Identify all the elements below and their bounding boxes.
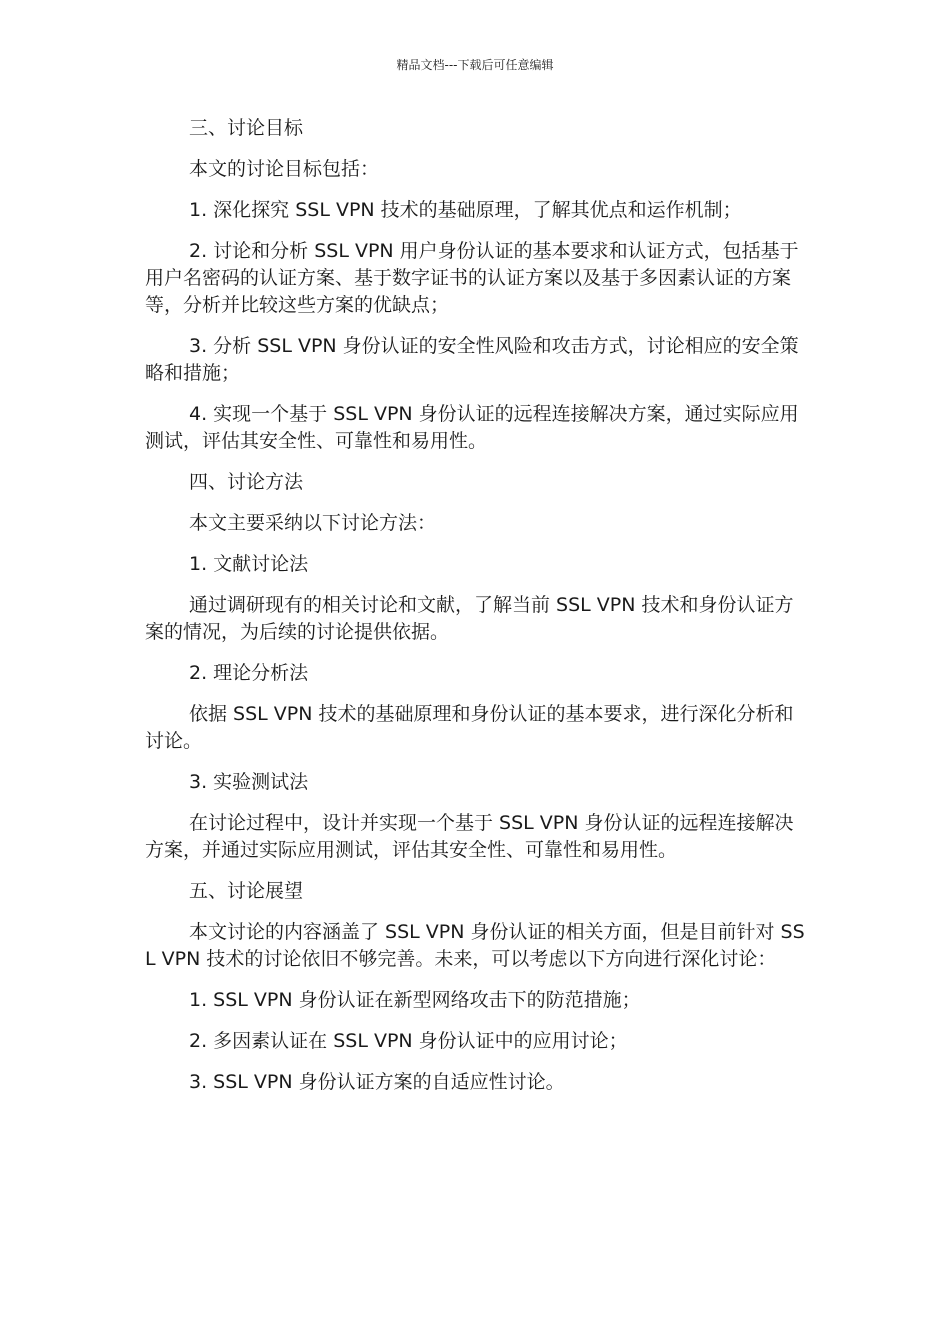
paragraph: 本文讨论的内容涵盖了 SSL VPN 身份认证的相关方面，但是目前针对 SSL VPN 技术的讨论依旧不够完善。未来，可以考虑以下方向进行深化讨论： — [145, 921, 805, 970]
paragraph: 通过调研现有的相关讨论和文献，了解当前 SSL VPN 技术和身份认证方案的情况，为后续的讨论提供依据。 — [145, 594, 794, 643]
list-item: 1. 深化探究 SSL VPN 技术的基础原理，了解其优点和运作机制； — [189, 199, 742, 221]
document-body — [145, 115, 807, 1110]
list-item: 2. 多因素认证在 SSL VPN 身份认证中的应用讨论； — [189, 1030, 628, 1052]
paragraph: 依据 SSL VPN 技术的基础原理和身份认证的基本要求，进行深化分析和讨论。 — [145, 703, 794, 752]
paragraph: 本文主要采纳以下讨论方法： — [189, 512, 437, 534]
section-heading-goals: 三、讨论目标 — [189, 117, 304, 139]
list-item: 3. SSL VPN 身份认证方案的自适应性讨论。 — [189, 1071, 565, 1093]
subheading: 2. 理论分析法 — [189, 662, 309, 684]
section-heading-methods: 四、讨论方法 — [189, 471, 304, 493]
paragraph: 在讨论过程中，设计并实现一个基于 SSL VPN 身份认证的远程连接解决方案，并通过实际应用测试，评估其安全性、可靠性和易用性。 — [145, 812, 794, 861]
page-header: 精品文档---下载后可任意编辑 — [396, 58, 554, 72]
list-item: 1. SSL VPN 身份认证在新型网络攻击下的防范措施； — [189, 989, 641, 1011]
subheading: 3. 实验测试法 — [189, 771, 309, 793]
list-item: 2. 讨论和分析 SSL VPN 用户身份认证的基本要求和认证方式，包括基于用户名密码的认证方案、基于数字证书的认证方案以及基于多因素认证的方案等，分析并比较这些方案的优缺点； — [145, 240, 799, 316]
paragraph: 本文的讨论目标包括： — [189, 158, 380, 180]
list-item: 3. 分析 SSL VPN 身份认证的安全性风险和攻击方式，讨论相应的安全策略和措施； — [145, 335, 799, 384]
section-heading-outlook: 五、讨论展望 — [189, 880, 304, 902]
list-item: 4. 实现一个基于 SSL VPN 身份认证的远程连接解决方案，通过实际应用测试，评估其安全性、可靠性和易用性。 — [145, 403, 799, 452]
subheading: 1. 文献讨论法 — [189, 553, 309, 575]
